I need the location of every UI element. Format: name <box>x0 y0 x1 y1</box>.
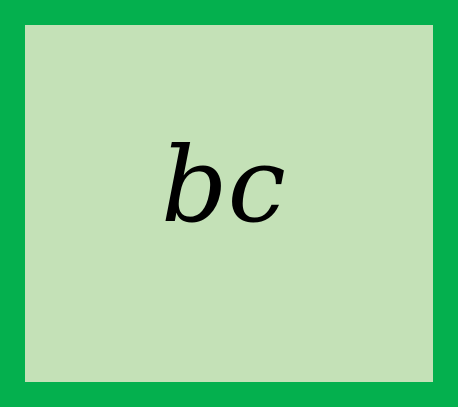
math-label: bc <box>161 124 286 246</box>
